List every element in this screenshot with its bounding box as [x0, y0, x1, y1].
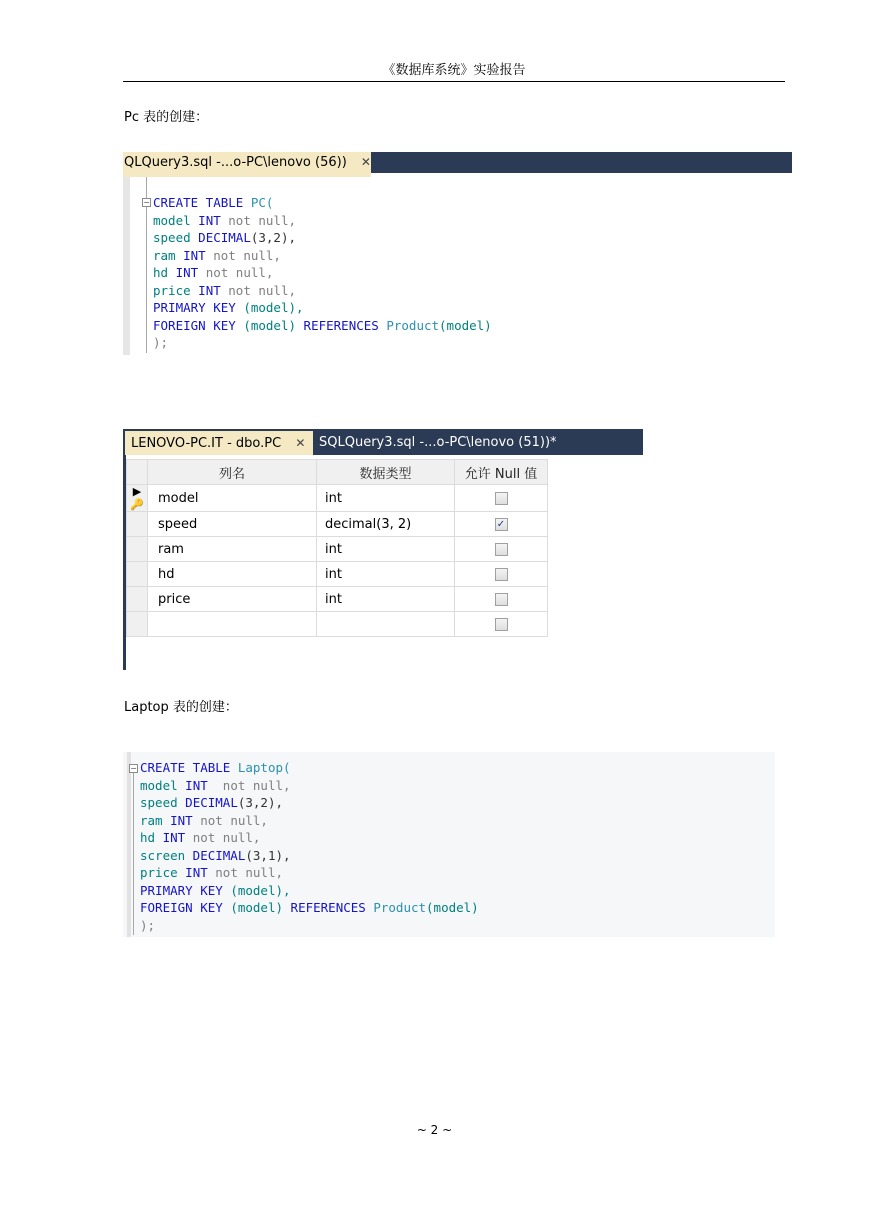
data-type-cell[interactable]: int — [317, 537, 455, 562]
collapse-icon[interactable]: − — [143, 198, 150, 207]
allow-null-checkbox[interactable]: ✓ — [495, 518, 508, 531]
column-name-cell[interactable]: speed — [148, 512, 317, 537]
section-title-pc: Pc 表的创建： — [124, 110, 209, 125]
column-header-name[interactable]: 列名 — [148, 460, 317, 485]
page-number: ~ 2 ~ — [416, 1123, 453, 1137]
table-row — [127, 587, 548, 612]
code-line: model INT not null, — [153, 212, 297, 228]
column-name-cell[interactable]: hd — [148, 562, 317, 587]
code-line: speed DECIMAL(3,2), — [140, 795, 284, 810]
row-selector[interactable] — [127, 537, 148, 562]
laptop-code-block — [140, 759, 479, 934]
row-selector-header — [127, 460, 148, 485]
allow-null-cell — [455, 562, 548, 587]
allow-null-checkbox[interactable] — [495, 543, 508, 556]
allow-null-cell — [455, 485, 548, 512]
data-type-cell[interactable]: decimal(3, 2) — [317, 512, 455, 537]
pc-code-block — [153, 194, 492, 352]
column-name-cell[interactable]: model — [148, 485, 317, 512]
fold-guide-line — [133, 768, 134, 935]
section-title-laptop: Laptop 表的创建： — [124, 700, 238, 715]
code-line: PRIMARY KEY (model), — [153, 300, 304, 315]
allow-null-checkbox[interactable] — [495, 492, 508, 505]
editor-tab-query[interactable] — [123, 152, 371, 173]
editor-gutter — [127, 752, 131, 937]
data-type-cell[interactable]: int — [317, 485, 455, 512]
code-line: FOREIGN KEY (model) REFERENCES Product(model) — [153, 317, 492, 333]
allow-null-checkbox[interactable] — [495, 618, 508, 631]
code-line: ); — [153, 335, 169, 350]
code-line: price INT not null, — [140, 865, 284, 880]
collapse-icon[interactable]: − — [130, 764, 137, 773]
code-line: model INT not null, — [140, 777, 291, 793]
table-row — [127, 485, 548, 512]
column-name-cell[interactable]: ram — [148, 537, 317, 562]
code-line: screen DECIMAL(3,1), — [140, 847, 291, 863]
page-header: 《数据库系统》实验报告 — [123, 60, 785, 82]
data-type-cell[interactable]: int — [317, 587, 455, 612]
code-line: ram INT not null, — [140, 812, 268, 828]
allow-null-cell — [455, 587, 548, 612]
data-type-cell[interactable] — [317, 612, 455, 637]
editor-tab-label: QLQuery3.sql -...o-PC\lenovo (56)) — [124, 155, 347, 170]
allow-null-cell — [455, 537, 548, 562]
designer-tab-query[interactable]: SQLQuery3.sql -...o-PC\lenovo (51))* — [319, 435, 557, 450]
code-line: ); — [140, 917, 156, 933]
code-line: CREATE TABLE Laptop( — [140, 760, 291, 775]
column-name-cell[interactable]: price — [148, 587, 317, 612]
column-header-type[interactable]: 数据类型 — [317, 460, 455, 485]
grid-header-row — [127, 460, 548, 485]
code-line: ram INT not null, — [153, 247, 281, 263]
row-selector[interactable] — [127, 512, 148, 537]
code-line: FOREIGN KEY (model) REFERENCES Product(model) — [140, 900, 479, 915]
data-type-cell[interactable]: int — [317, 562, 455, 587]
designer-tab-label: LENOVO-PC.IT - dbo.PC — [131, 436, 282, 451]
allow-null-cell — [455, 512, 548, 537]
primary-key-icon[interactable]: ▶🔑 — [127, 485, 148, 512]
column-grid — [126, 459, 548, 637]
code-line: hd INT not null, — [140, 830, 261, 845]
table-row — [127, 512, 548, 537]
designer-tab-dbo-pc[interactable] — [125, 431, 313, 456]
close-icon[interactable]: ✕ — [360, 155, 371, 169]
close-icon[interactable]: ✕ — [295, 436, 306, 450]
row-selector[interactable] — [127, 587, 148, 612]
code-line: PRIMARY KEY (model), — [140, 882, 291, 898]
allow-null-cell — [455, 612, 548, 637]
table-row — [127, 537, 548, 562]
allow-null-checkbox[interactable] — [495, 568, 508, 581]
code-line: speed DECIMAL(3,2), — [153, 230, 297, 245]
code-line: hd INT not null, — [153, 265, 274, 280]
row-selector[interactable] — [127, 562, 148, 587]
table-row — [127, 612, 548, 637]
editor-gutter — [123, 177, 130, 355]
allow-null-checkbox[interactable] — [495, 593, 508, 606]
code-line: CREATE TABLE PC( — [153, 195, 274, 210]
column-header-allow-null[interactable]: 允许 Null 值 — [455, 460, 548, 485]
code-line: price INT not null, — [153, 282, 297, 298]
table-row — [127, 562, 548, 587]
row-selector[interactable] — [127, 612, 148, 637]
column-name-cell[interactable] — [148, 612, 317, 637]
